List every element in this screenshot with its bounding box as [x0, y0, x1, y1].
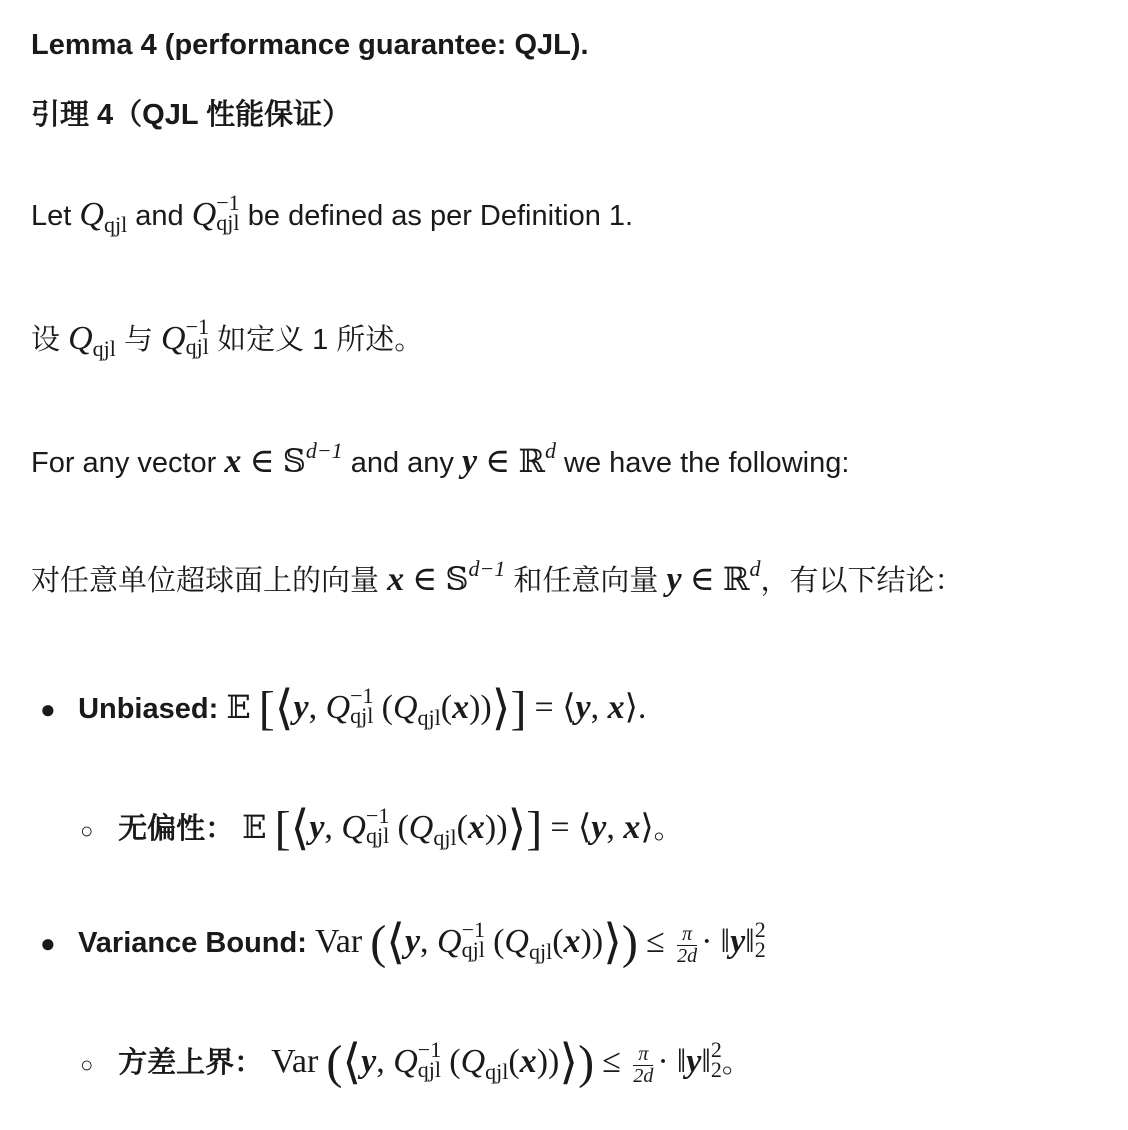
- p2-text-mid: 与: [123, 324, 153, 356]
- math-Q: Q: [68, 320, 93, 357]
- math-Q-inv: Q: [191, 196, 217, 233]
- p1-text-after: be defined as per Definition 1.: [247, 200, 634, 232]
- math-supsub: −1 qjl: [350, 683, 374, 728]
- p1-text-mid: and: [135, 200, 184, 232]
- math-in: ∈: [249, 443, 275, 480]
- math-sup-dm1: d−1: [468, 556, 506, 581]
- paragraph-definition-zh: [31, 316, 423, 362]
- math-bracket-open: [⟨: [258, 682, 294, 735]
- bullet-dot-icon: ●: [40, 928, 56, 958]
- math-sphere: 𝕊: [282, 442, 306, 480]
- math-expectation: 𝔼: [242, 808, 267, 846]
- math-in: ∈: [485, 443, 511, 480]
- math-paren-close: ⟩): [559, 1036, 595, 1089]
- p1-text-before: Let: [31, 200, 72, 232]
- lemma-heading-zh: 引理 4（QJL 性能保证）: [31, 99, 352, 131]
- math-bracket-open: [⟨: [274, 802, 310, 855]
- math-x: x: [387, 561, 405, 598]
- math-sub-qjl: qjl: [92, 336, 116, 361]
- variance-label: Variance Bound:: [78, 927, 307, 959]
- list-item-variance-zh: ○ 方差上界： Var (⟨y, Q −1 qjl $(Q_{qjl}(x))⟩$) ≤ $\frac{\pi}{2d}$ · ‖y‖ 2 2 。: [80, 1036, 751, 1089]
- p4-text-before: 对任意单位超球面上的向量: [31, 565, 380, 597]
- math-var: Var: [271, 1043, 319, 1080]
- list-item-unbiased: ● Unbiased: 𝔼 [⟨y, Q −1 qjl $(Q_{qjl}(x))⟩$] = ⟨y, x⟩.: [40, 682, 647, 735]
- math-Q-inv: Q: [325, 689, 351, 726]
- math-x: x: [452, 689, 470, 726]
- math-reals: ℝ: [518, 442, 545, 480]
- math-sup-d: d: [544, 438, 556, 463]
- list-item-variance: ● Variance Bound: Var (⟨y, Q −1 qjl $(Q_{qjl}(x))⟩$) ≤ $\frac{\pi}{2d}$ · ‖y‖ 2 2: [40, 916, 766, 969]
- math-sup-dm1: d−1: [305, 438, 343, 463]
- math-in: ∈: [689, 561, 715, 598]
- list-item-unbiased-zh: ○ 无偏性： 𝔼 [⟨y, Q −1 qjl $(Q_{qjl}(x))⟩$] = ⟨y, x⟩。: [80, 802, 683, 855]
- math-paren-close: ⟩): [603, 916, 638, 969]
- math-sub-qjl: qjl: [103, 212, 128, 237]
- p3-text-before: For any vector: [31, 447, 217, 479]
- math-sphere: 𝕊: [445, 560, 469, 598]
- p4-text-mid: 和任意向量: [513, 565, 659, 597]
- p2-text-before: 设: [31, 324, 61, 356]
- period-zh: 。: [653, 813, 683, 845]
- math-bracket-close: ⟩]: [491, 682, 527, 735]
- variance-zh-label: 方差上界：: [118, 1047, 264, 1079]
- math-Q: Q: [79, 196, 104, 233]
- math-reals: ℝ: [722, 560, 750, 598]
- period: .: [637, 689, 647, 726]
- unbiased-zh-label: 无偏性：: [118, 813, 235, 845]
- math-expectation: 𝔼: [226, 688, 251, 726]
- bullet-circle-icon: ○: [80, 818, 94, 843]
- math-Q-inv: Q: [161, 320, 186, 357]
- math-fraction: $\frac{\pi}{2d}$: [677, 923, 698, 967]
- bullet-circle-icon: ○: [80, 1052, 94, 1077]
- p3-text-mid: and any: [350, 447, 454, 479]
- math-paren-open: (⟨: [326, 1036, 362, 1089]
- math-paren-open: (⟨: [370, 916, 405, 969]
- math-bracket-close: ⟩]: [507, 802, 543, 855]
- math-y: y: [293, 689, 309, 726]
- math-sup-d: d: [749, 556, 761, 581]
- math-supsub: −1 qjl: [216, 190, 240, 235]
- paragraph-vectors-en: [31, 438, 849, 483]
- math-supsub: −1 qjl: [185, 314, 209, 359]
- math-Q: Q: [392, 689, 418, 726]
- math-var: Var: [314, 923, 363, 960]
- paragraph-vectors-zh: [31, 556, 963, 601]
- unbiased-label: Unbiased:: [78, 693, 219, 725]
- math-in: ∈: [412, 561, 438, 598]
- bullet-dot-icon: ●: [40, 694, 56, 724]
- lemma-heading-en: Lemma 4 (performance guarantee: QJL).: [31, 29, 589, 61]
- paragraph-definition-en: [31, 192, 633, 238]
- p3-text-after: we have the following:: [564, 447, 850, 479]
- p4-text-after: ，有以下结论：: [760, 565, 964, 597]
- math-y: y: [666, 561, 682, 598]
- math-y: y: [462, 443, 478, 480]
- period-zh: 。: [721, 1047, 751, 1079]
- math-fraction: $\frac{\pi}{2d}$: [633, 1043, 654, 1087]
- math-x: x: [224, 443, 242, 480]
- p2-text-after: 如定义 1 所述。: [217, 324, 424, 356]
